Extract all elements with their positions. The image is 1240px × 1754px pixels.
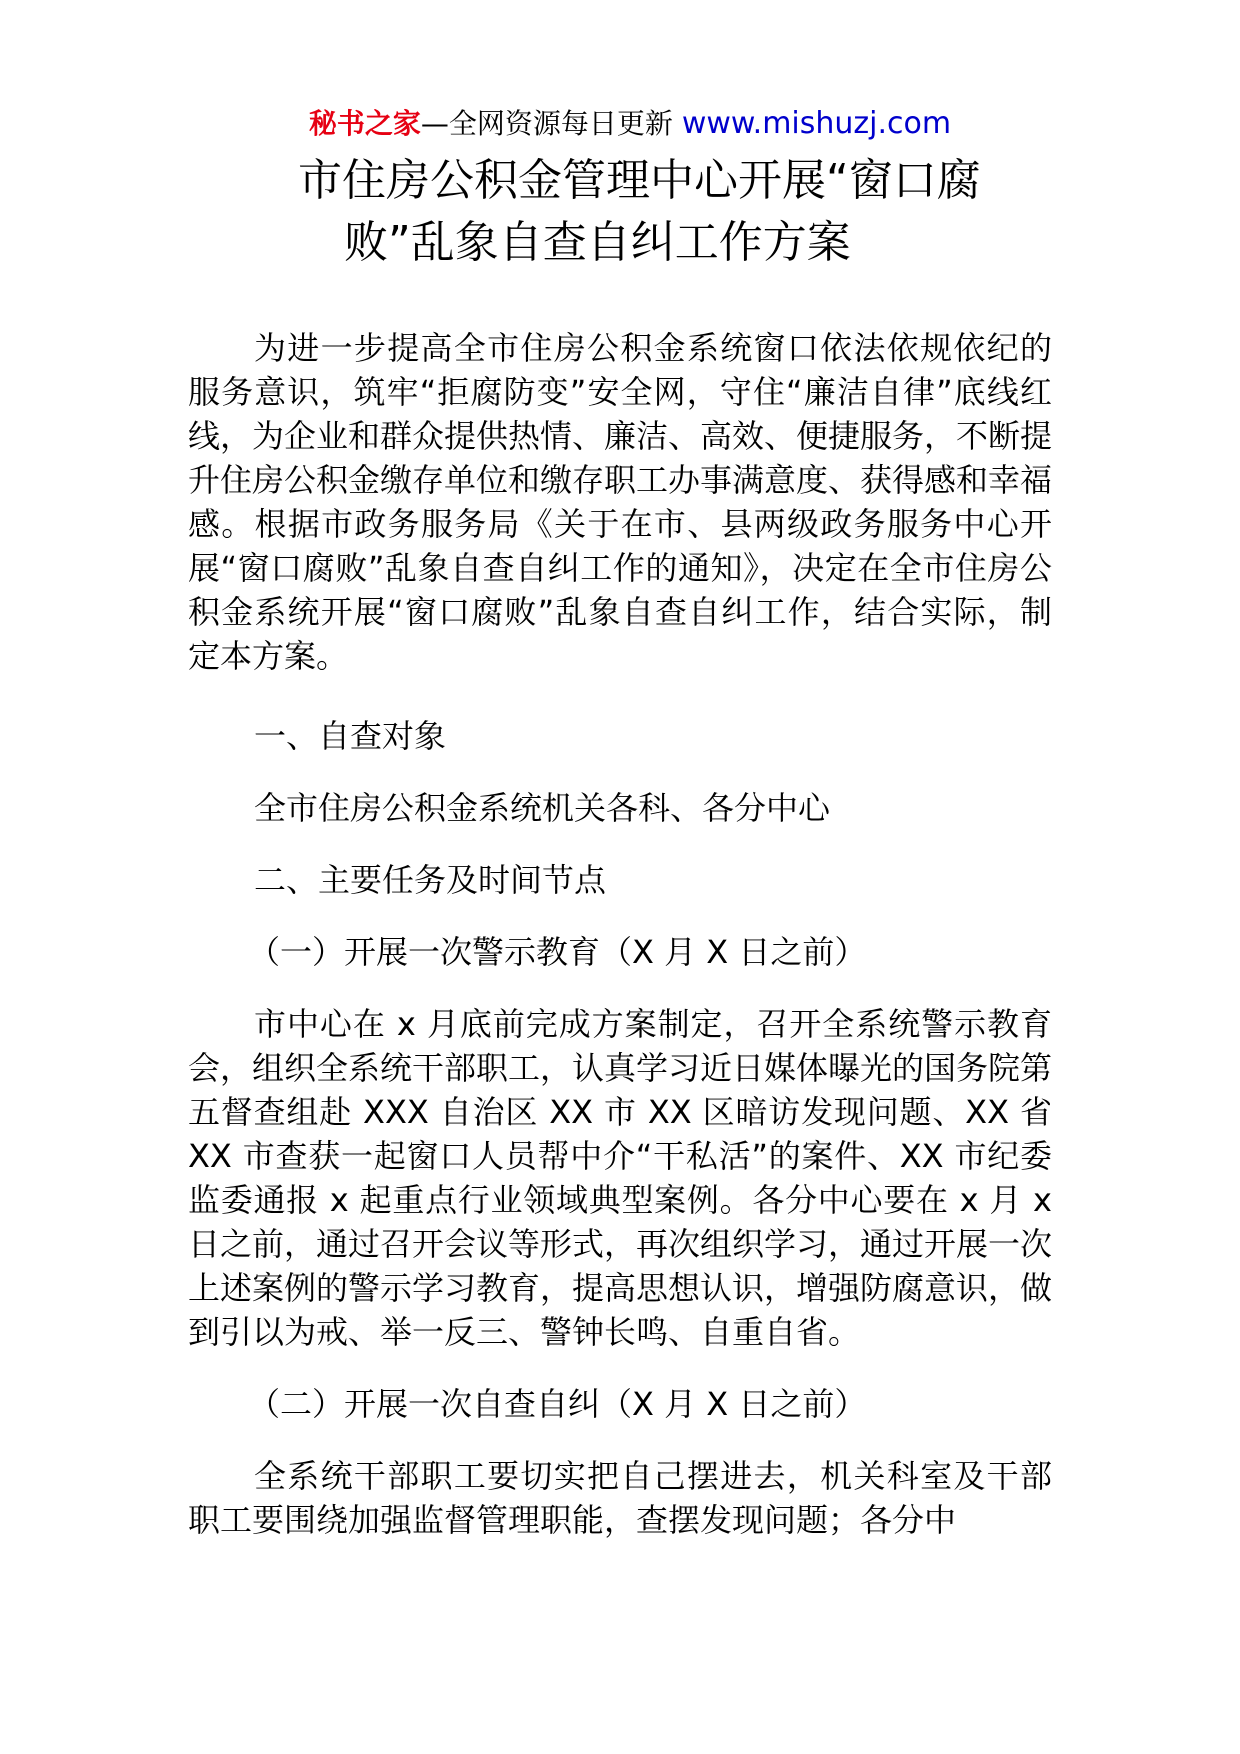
brand-name: 秘书之家 bbox=[308, 107, 421, 140]
site-url-link[interactable]: www.mishuzj.com bbox=[681, 106, 952, 141]
section-2-heading: 二、主要任务及时间节点 bbox=[254, 861, 607, 899]
section-1-text: 全市住房公积金系统机关各科、各分中心 bbox=[254, 789, 831, 827]
section-1-heading: 一、自查对象 bbox=[254, 717, 447, 755]
subsection-2-paragraph: 全系统干部职工要切实把自己摆进去，机关科室及干部职工要围绕加强监督管理职能，查摆发现问题；各分中 bbox=[188, 1457, 1052, 1539]
subsection-2-heading: （二）开展一次自查自纠（X 月 X 日之前） bbox=[248, 1385, 867, 1423]
site-header bbox=[208, 102, 1052, 146]
document-body bbox=[188, 326, 1052, 1542]
header-slogan: —全网资源每日更新 bbox=[420, 107, 673, 140]
document-title bbox=[188, 150, 1052, 274]
intro-paragraph: 为进一步提高全市住房公积金系统窗口依法依规依纪的服务意识，筑牢“拒腐防变”安全网，守住“廉洁自律”底线红线，为企业和群众提供热情、廉洁、高效、便捷服务，不断提升住房公积金缴存单位和缴存职工办事满意度、获得感和幸福感。根据市政务服务局《关于在市、县两级政务服务中心开展“窗口腐败”乱象自查自纠工作的通知》，决定在全市住房公积金系统开展“窗口腐败”乱象自查自纠工作，结合实际，制定本方案。 bbox=[188, 329, 1053, 675]
title-line-2: 败”乱象自查自纠工作方案 bbox=[344, 217, 851, 268]
subsection-1-heading: （一）开展一次警示教育（X 月 X 日之前） bbox=[248, 933, 867, 971]
subsection-1-paragraph: 市中心在 x 月底前完成方案制定，召开全系统警示教育会，组织全系统干部职工，认真学习近日媒体曝光的国务院第五督查组赴 XXX 自治区 XX 市 XX 区暗访发现问题、XX 省 XX 市查获一起窗口人员帮中介“干私活”的案件、XX 市纪委监委通报 x 起重点行业领域典型案例。各分中心要在 x 月 x 日之前，通过召开会议等形式，再次组织学习，通过开展一次上述案例的警示学习教育，提高思想认识，增强防腐意识，做到引以为戒、举一反三、警钟长鸣、自重自省。 bbox=[188, 1005, 1053, 1351]
title-line-1: 市住房公积金管理中心开展“窗口腐 bbox=[298, 155, 981, 206]
